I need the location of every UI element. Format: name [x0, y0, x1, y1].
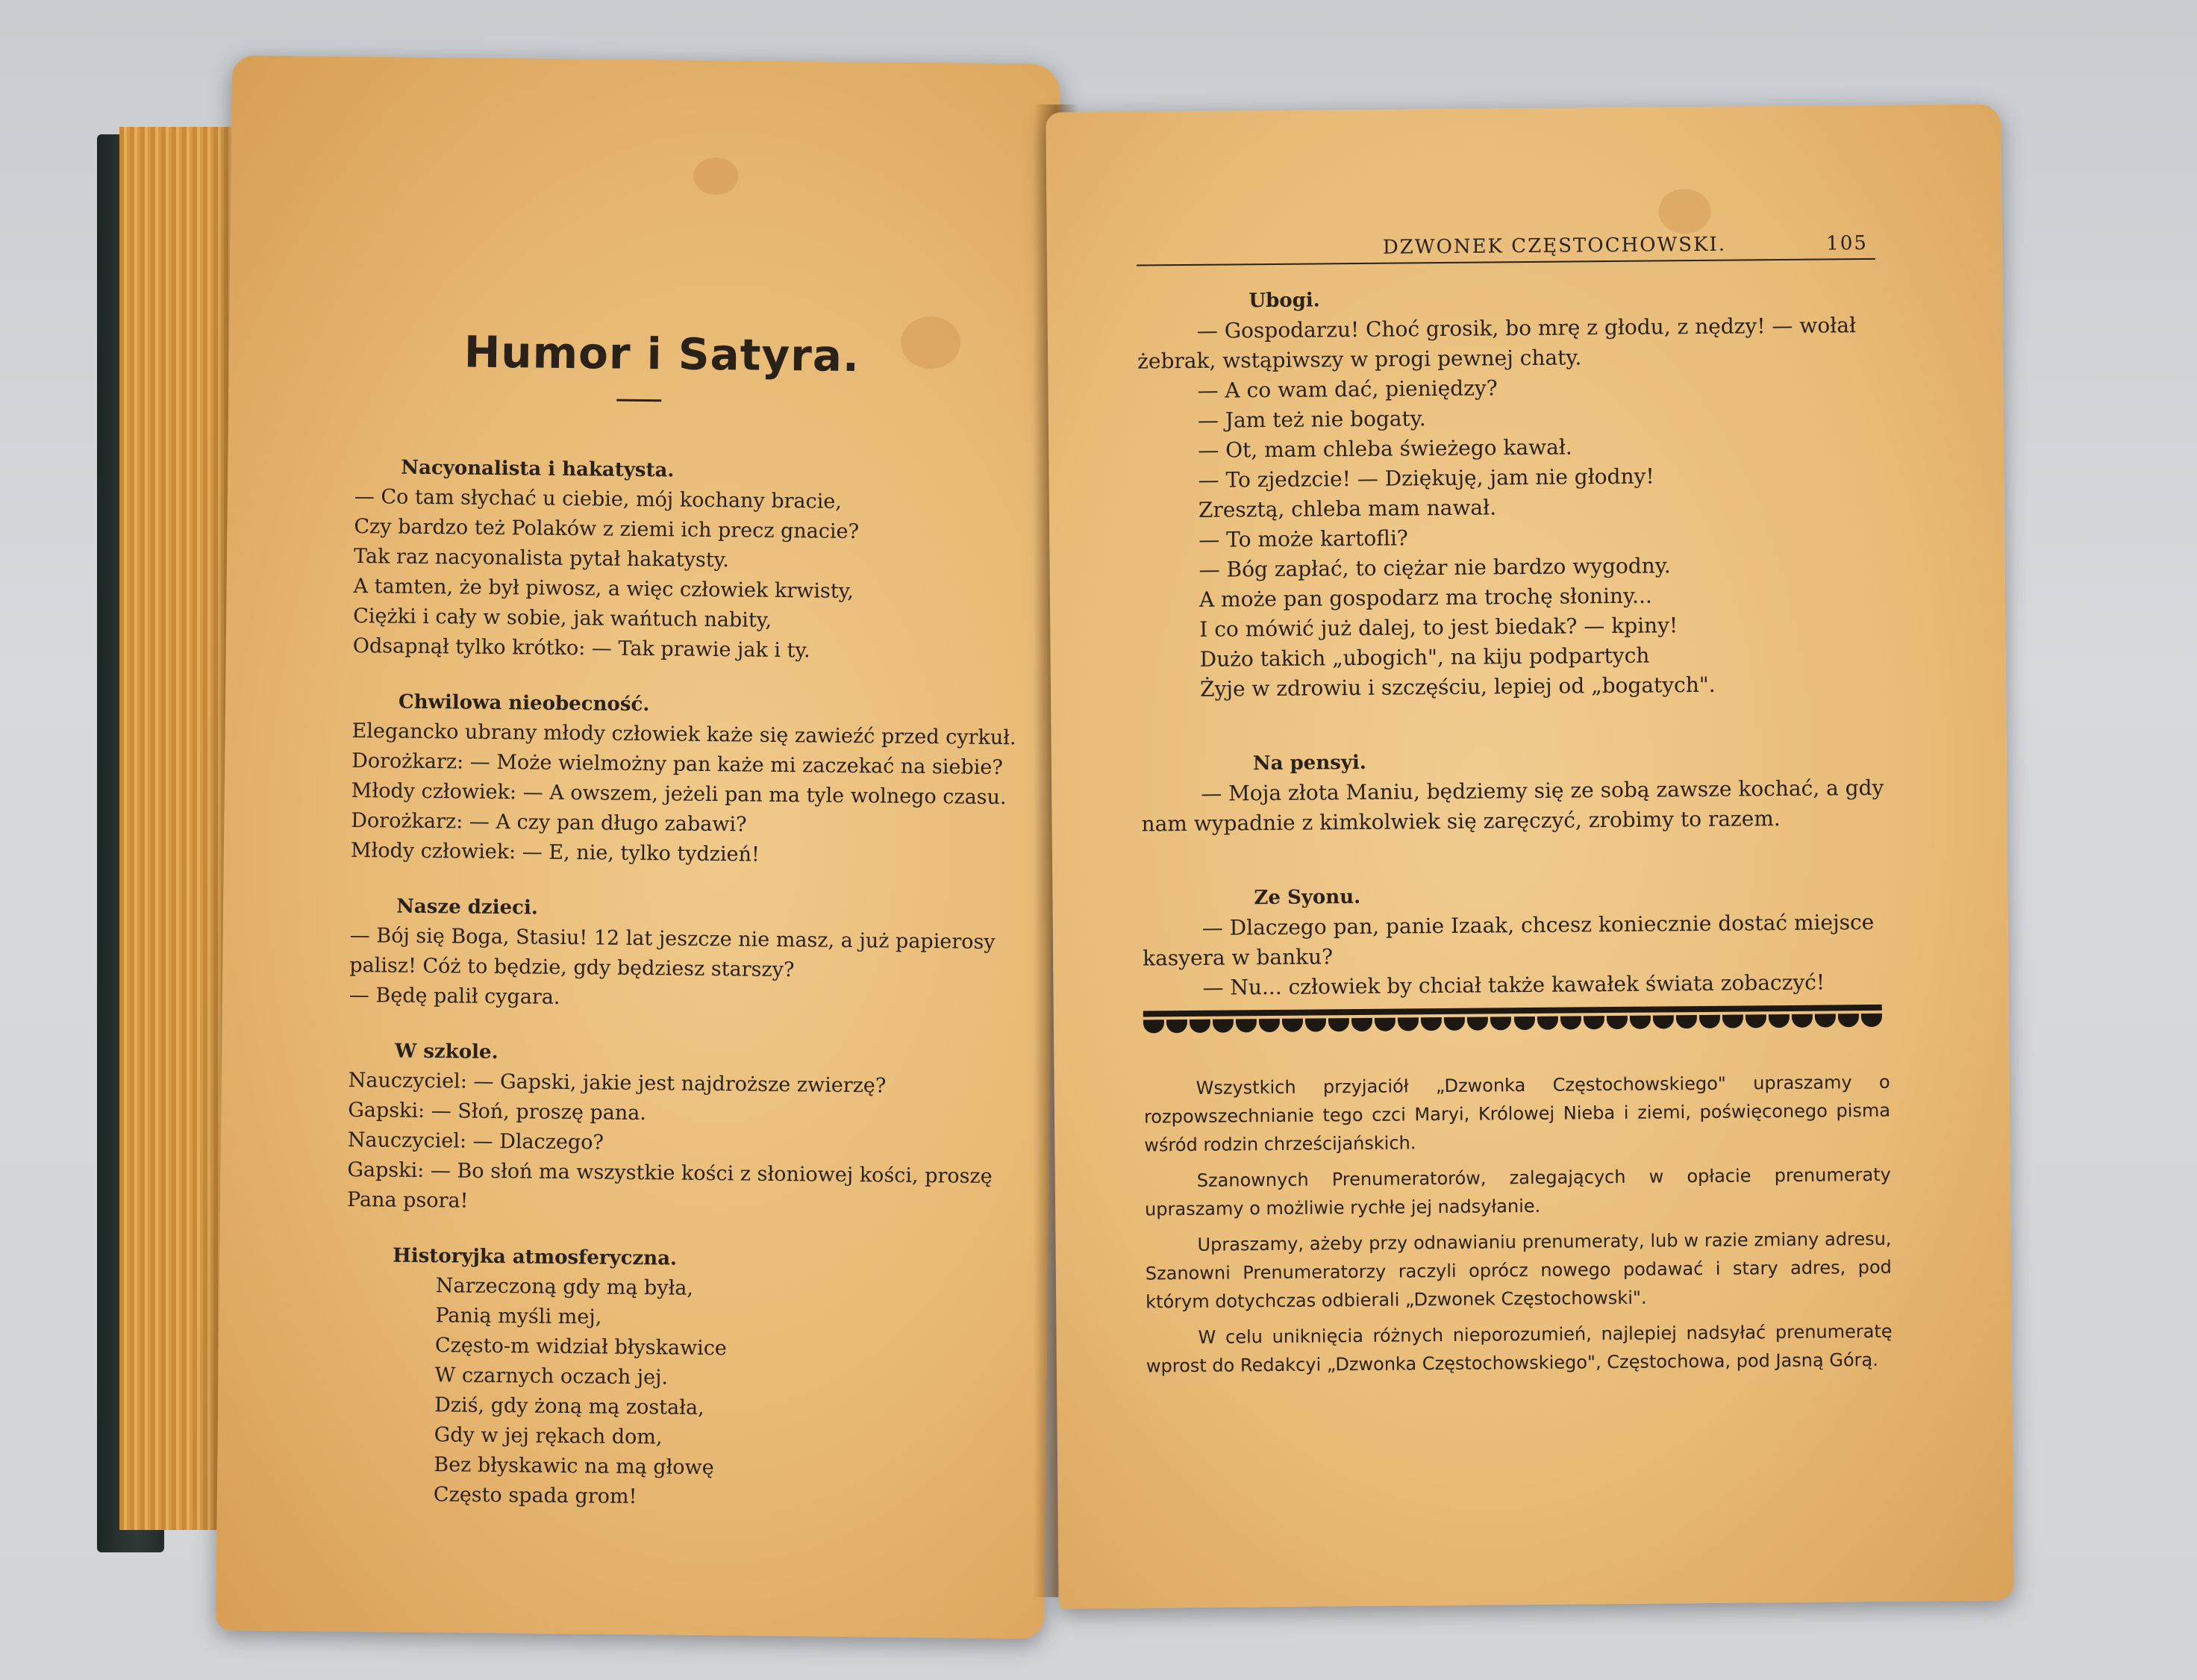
- text-line: Czy bardzo też Polaków z ziemi ich precz gnacie?: [354, 514, 860, 544]
- text-line: Odsapnął tylko krótko: — Tak prawie jak i ty.: [352, 634, 810, 663]
- running-header: [1137, 232, 1868, 259]
- text-line: kasyera w banku?: [1143, 944, 1334, 971]
- section-heading: Nacyonalista i hakatysta.: [401, 456, 675, 482]
- publisher-notice: [1144, 1068, 1893, 1388]
- right-page: [1046, 104, 2013, 1608]
- text-line: Nauczyciel: — Dlaczego?: [347, 1128, 604, 1155]
- poem-line: Często-m widział błyskawice: [434, 1334, 728, 1361]
- text-line: — A co wam dać, pieniędzy?: [1197, 375, 1498, 403]
- poem-line: Panią myśli mej,: [435, 1304, 602, 1329]
- section-nasze-dzieci: [349, 891, 1007, 1017]
- section-heading: Ze Syonu.: [1254, 885, 1361, 910]
- section-ze-syonu: [1142, 878, 1889, 1004]
- poem-line: Gdy w jej rękach dom,: [434, 1423, 663, 1449]
- poem-line: Dziś, gdy żoną mą została,: [434, 1393, 704, 1420]
- title-divider: [616, 399, 661, 402]
- foxing-stain: [1658, 189, 1711, 234]
- text-line: Młody człowiek: — E, nie, tylko tydzień!: [350, 838, 760, 866]
- text-line: Dużo takich „ubogich", na kiju podpartych: [1199, 643, 1650, 672]
- text-line: A tamten, że był piwosz, a więc człowiek krwisty,: [353, 574, 854, 604]
- text-line: Pana psora!: [346, 1187, 469, 1213]
- text-line: — Ot, mam chleba świeżego kawał.: [1198, 434, 1572, 463]
- poem-line: Bez błyskawic na mą głowę: [434, 1453, 714, 1480]
- text-line: I co mówić już dalej, to jest biedak? — kpiny!: [1199, 613, 1678, 642]
- notice-paragraph: Upraszamy, ażeby przy odnawianiu prenumeraty, lub w razie zmiany adresu, Szanowni Prenumeratorzy raczyli oprócz nowego podawać i stary adres, pod którym dotychczas odbierali „Dzwonek Częstochowski".: [1145, 1228, 1892, 1313]
- section-heading: W szkole.: [394, 1040, 499, 1064]
- section-w-szkole: [347, 1036, 1005, 1222]
- text-line: A może pan gospodarz ma trochę słoniny...: [1198, 583, 1652, 612]
- text-line: nam wypadnie z kimkolwiek się zaręczyć, zrobimy to razem.: [1141, 806, 1781, 837]
- text-line: żebrak, wstąpiwszy w progi pewnej chaty.: [1137, 345, 1582, 374]
- running-header-title: DZWONEK CZĘSTOCHOWSKI.: [1382, 233, 1727, 259]
- poem-line: W czarnych oczach jej.: [434, 1364, 669, 1390]
- notice-paragraph: Wszystkich przyjaciół „Dzwonka Częstochowskiego" upraszamy o rozpowszechnianie tego czci Maryi, Królowej Nieba i ziemi, poświęconego pisma wśród rodzin chrześcijańskich.: [1143, 1071, 1891, 1156]
- ornamental-border: [1143, 1005, 1882, 1037]
- text-line: — Bóg zapłać, to ciężar nie bardzo wygodny.: [1198, 553, 1671, 582]
- section-heading: Ubogi.: [1248, 289, 1320, 313]
- text-line: — Bój się Boga, Stasiu! 12 lat jeszcze nie masz, a już papierosy: [349, 923, 996, 955]
- section-nacyonalista: [353, 452, 1012, 668]
- section-heading: Nasze dzieci.: [396, 895, 539, 919]
- text-line: — To zjedzcie! — Dziękuję, jam nie głodny!: [1198, 463, 1654, 493]
- right-page-text: [1137, 281, 1889, 1004]
- section-heading: Na pensyi.: [1252, 751, 1366, 775]
- text-line: — Dlaczego pan, panie Izaak, chcesz koniecznie dostać miejsce: [1201, 909, 1875, 940]
- section-historyjka: [344, 1240, 1004, 1516]
- poem-line: Często spada grom!: [433, 1483, 637, 1509]
- notice-paragraph: W celu uniknięcia różnych nieporozumień, najlepiej nadsyłać prenumeratę wprost do Redakcyi „Dzwonka Częstochowskiego", Częstochowa, pod Jasną Górą.: [1146, 1320, 1893, 1377]
- left-page-text: [344, 452, 1016, 1516]
- text-line: Zresztą, chleba mam nawał.: [1198, 495, 1497, 522]
- section-na-pensyi: [1141, 743, 1888, 840]
- notice-paragraph: Szanownych Prenumeratorów, zalegających w opłacie prenumeraty upraszamy o możliwie rychłe jej nadsyłanie.: [1144, 1164, 1891, 1220]
- section-chwilowa: [350, 687, 1016, 872]
- left-page: [216, 55, 1060, 1639]
- section-ubogi: [1137, 281, 1887, 705]
- text-line: Ciężki i cały w sobie, jak wańtuch nabity,: [353, 604, 772, 632]
- text-line: — Moja złota Maniu, będziemy się ze sobą zawsze kochać, a gdy: [1201, 775, 1884, 806]
- text-line: palisz! Cóż to będzie, gdy będziesz starszy?: [349, 953, 795, 982]
- text-line: Dorożkarz: — A czy pan długo zabawi?: [351, 808, 747, 837]
- text-line: Tak raz nacyonalista pytał hakatysty.: [353, 544, 730, 572]
- text-line: Nauczyciel: — Gapski, jakie jest najdroższe zwierzę?: [348, 1068, 887, 1098]
- text-line: — To może kartofli?: [1198, 525, 1409, 552]
- text-line: Młody człowiek: — A owszem, jeżeli pan ma tyle wolnego czasu.: [351, 778, 1007, 810]
- text-line: — Gospodarzu! Choć grosik, bo mrę z głodu, z nędzy! — wołał: [1196, 313, 1857, 343]
- page-number: 105: [1826, 232, 1868, 255]
- text-line: Elegancko ubrany młody człowiek każe się zawieźć przed cyrkuł.: [351, 719, 1016, 750]
- page-edges: [119, 127, 231, 1530]
- text-line: — Jam też nie bogaty.: [1197, 406, 1426, 433]
- text-line: Gapski: — Bo słoń ma wszystkie kości z słoniowej kości, proszę: [347, 1158, 993, 1188]
- text-line: — Co tam słychać u ciebie, mój kochany bracie,: [354, 484, 843, 513]
- poem-line: Narzeczoną gdy mą była,: [435, 1274, 694, 1300]
- section-heading: Chwilowa nieobecność.: [398, 690, 650, 716]
- text-line: Gapski: — Słoń, proszę pana.: [348, 1098, 647, 1125]
- text-line: — Nu... człowiek by chciał także kawałek świata zobaczyć!: [1202, 969, 1825, 1000]
- text-line: — Będę palił cygara.: [349, 983, 560, 1009]
- text-line: Żyje w zdrowiu i szczęściu, lepiej od „bogatych".: [1199, 672, 1716, 702]
- text-line: Dorożkarz: — Może wielmożny pan każe mi zaczekać na siebie?: [351, 749, 1003, 780]
- section-heading: Historyjka atmosferyczna.: [393, 1244, 678, 1270]
- page-title: Humor i Satyra.: [463, 326, 860, 382]
- foxing-stain: [693, 157, 739, 196]
- header-rule: [1137, 258, 1875, 266]
